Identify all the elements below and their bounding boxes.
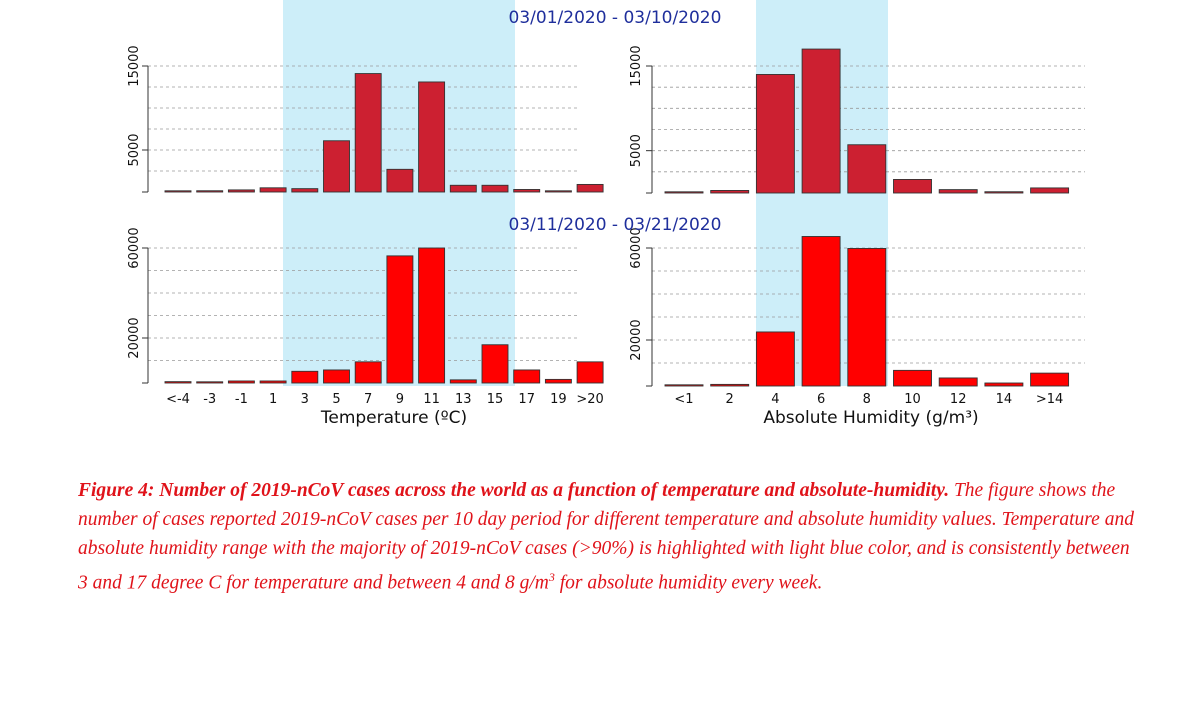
x-tick-label: 15 [486,392,504,407]
bar [1031,188,1069,193]
period-label-top: 03/01/2020 - 03/10/2020 [508,8,722,28]
x-tick-label: 11 [423,392,440,407]
bar [228,190,254,192]
bar [985,383,1023,386]
bar [355,74,381,192]
bar [939,378,977,386]
period-label-bottom: 03/11/2020 - 03/21/2020 [508,215,722,235]
bar [711,384,749,386]
x-tick-label: >20 [576,392,604,407]
x-tick-label: 10 [904,392,921,407]
bar [514,189,540,192]
x-tick-label: -1 [234,392,248,407]
bar [324,370,350,383]
x-tick-label: <-4 [166,392,190,407]
bar [939,190,977,193]
x-tick-label: 9 [395,392,405,407]
x-tick-label: 1 [268,392,278,407]
bar [756,74,794,193]
bar [577,184,603,192]
y-tick-label: 20000 [127,317,142,359]
bar [482,185,508,192]
x-tick-label: 2 [725,392,734,407]
bar [985,192,1023,193]
bar [756,332,794,386]
y-tick-label: 5000 [127,133,142,167]
bar [711,190,749,193]
y-tick-label: 15000 [629,45,644,87]
bar [197,191,223,192]
bar [165,191,191,192]
bar [894,179,932,193]
figure-caption [78,476,1138,598]
bar [1031,373,1069,386]
bar [165,382,191,383]
caption-title: Figure 4: Number of 2019-nCoV cases across the world as a function of temperature and absolute-humidity. [78,480,950,501]
x-tick-label: 4 [771,392,780,407]
bar [292,189,318,192]
bar [260,188,286,192]
bar [665,192,703,193]
y-tick-label: 60000 [127,227,142,269]
x-tick-label: 3 [300,392,309,407]
x-tick-label: -3 [203,392,217,407]
x-tick-label: 7 [364,392,373,407]
temperature-axis-label: Temperature (ºC) [320,408,468,428]
y-tick-label: 60000 [629,227,644,269]
bar [482,345,508,383]
bar [848,248,886,386]
bar [260,381,286,383]
x-tick-label: 14 [995,392,1013,407]
bar [577,362,603,383]
bar [802,49,840,193]
bar [324,141,350,192]
x-tick-label: <1 [674,392,694,407]
humidity-axis-label: Absolute Humidity (g/m³) [763,408,979,428]
bar [848,145,886,193]
x-tick-label: 5 [332,392,341,407]
bar [197,382,223,383]
bar [355,362,381,383]
caption-body: The figure shows the number of cases reported 2019-nCoV cases per 10 day period for different temperature and absolute humidity values. Temperature and absolute humidity range with the majority of 2019-nCoV cases (>90%) is highlighted with light blue color, and is consistently between 3 and 17 degree C for temperature and between 4 and 8 g/m [78,480,1134,594]
x-tick-label: 19 [550,392,567,407]
y-tick-label: 20000 [629,319,644,361]
y-tick-label: 15000 [127,45,142,87]
bar [387,256,413,383]
bar [387,169,413,192]
bar [419,248,445,383]
bar [419,82,445,192]
bar [802,237,840,387]
bar [292,371,318,383]
bar [894,370,932,386]
caption-superscript: 3 [548,570,555,584]
x-tick-label: 8 [862,392,871,407]
bar-chart-4 [629,227,1085,407]
bar [228,381,254,383]
y-tick-label: 5000 [629,134,644,168]
bar [514,370,540,383]
bar [665,385,703,386]
bar [545,379,571,383]
x-tick-label: 13 [455,392,472,407]
x-tick-label: 17 [518,392,535,407]
x-tick-label: >14 [1035,392,1064,407]
x-tick-label: 6 [816,392,826,407]
caption-body-end: for absolute humidity every week. [554,572,823,594]
bar [450,185,476,192]
x-tick-label: 12 [949,392,967,407]
bar [545,191,571,192]
bar [450,380,476,383]
